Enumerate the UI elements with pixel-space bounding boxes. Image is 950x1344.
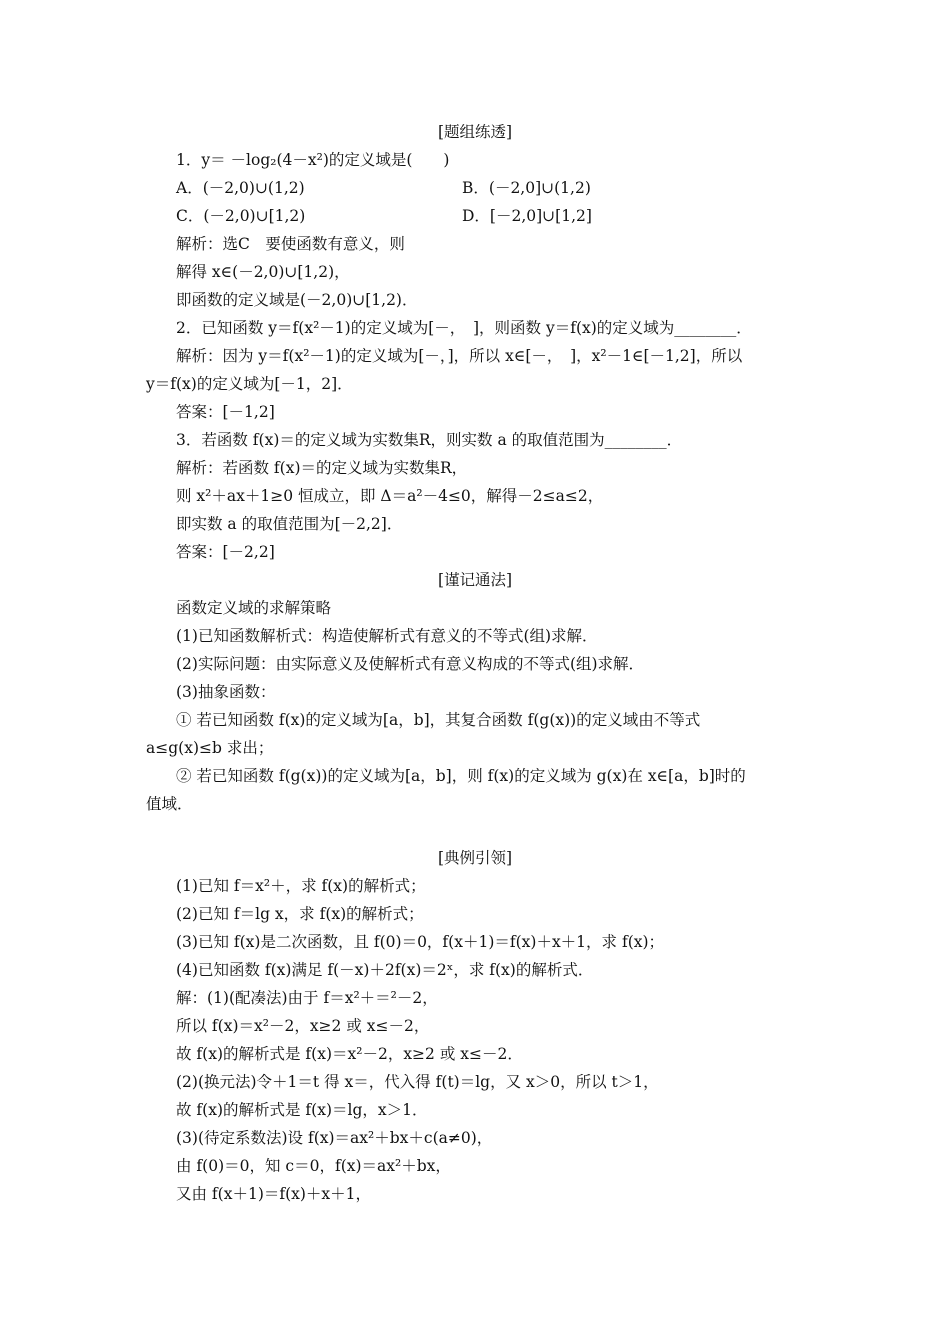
methods-sub-1-line1: ① 若已知函数 f(x)的定义域为[a，b]，其复合函数 f(g(x))的定义域由不等式 <box>176 711 701 729</box>
methods-sub-2-line2: 值域． <box>146 795 193 813</box>
section-heading-methods: [谨记通法] <box>437 571 513 589</box>
section-heading-examples: [典例引领] <box>437 849 513 867</box>
methods-item-2: (2)实际问题：由实际意义及使解析式有意义构成的不等式(组)求解． <box>176 655 645 673</box>
example-solution-line6: (3)(待定系数法)设 f(x)＝ax²＋bx＋c(a≠0)， <box>176 1129 493 1147</box>
q1-option-d: D．[－2,0]∪[1,2] <box>462 207 592 225</box>
methods-title: 函数定义域的求解策略 <box>176 599 332 617</box>
q3-stem: 3．若函数 f(x)＝的定义域为实数集R，则实数 a 的取值范围为________． <box>176 431 683 449</box>
example-solution-line1: 解：(1)(配凑法)由于 f＝x²＋＝²－2， <box>176 989 438 1007</box>
methods-sub-2-line1: ② 若已知函数 f(g(x))的定义域为[a，b]，则 f(x)的定义域为 g(x)在 x∈[a，b]时的 <box>176 767 746 785</box>
q2-answer: 答案：[－1,2] <box>176 403 275 421</box>
q1-solution-line1: 解析：选C 要使函数有意义，则 <box>176 235 405 253</box>
q3-answer: 答案：[－2,2] <box>176 543 275 561</box>
q2-solution-line1: 解析：因为 y＝f(x²－1)的定义域为[－，]，所以 x∈[－， ]，x²－1∈[－1,2]，所以 <box>176 347 743 365</box>
q1-option-b: B．(－2,0]∪(1,2) <box>462 179 591 197</box>
example-solution-line2: 所以 f(x)＝x²－2，x≥2 或 x≤－2， <box>176 1017 430 1035</box>
example-solution-line3: 故 f(x)的解析式是 f(x)＝x²－2，x≥2 或 x≤－2． <box>176 1045 523 1063</box>
example-solution-line7: 由 f(0)＝0，知 c＝0，f(x)＝ax²＋bx， <box>176 1157 451 1175</box>
example-problem-2: (2)已知 f＝lg x，求 f(x)的解析式； <box>176 905 424 923</box>
example-solution-line5: 故 f(x)的解析式是 f(x)＝lg，x＞1． <box>176 1101 428 1119</box>
example-solution-line8: 又由 f(x＋1)＝f(x)＋x＋1， <box>176 1185 372 1203</box>
q3-solution-line2: 则 x²＋ax＋1≥0 恒成立，即 Δ＝a²－4≤0，解得－2≤a≤2， <box>176 487 604 505</box>
q1-solution-line3: 即函数的定义域是(－2,0)∪[1,2)． <box>176 291 418 309</box>
example-problem-4: (4)已知函数 f(x)满足 f(－x)＋2f(x)＝2ˣ，求 f(x)的解析式． <box>176 961 594 979</box>
q2-stem: 2．已知函数 y＝f(x²－1)的定义域为[－， ]，则函数 y＝f(x)的定义域为________． <box>176 319 752 337</box>
q1-option-c: C．(－2,0)∪[1,2) <box>176 207 306 225</box>
methods-item-3: (3)抽象函数： <box>176 683 276 701</box>
methods-sub-1-line2: a≤g(x)≤b 求出； <box>146 739 274 757</box>
section-heading-practice: [题组练透] <box>437 123 513 141</box>
example-solution-line4: (2)(换元法)令＋1＝t 得 x＝，代入得 f(t)＝lg，又 x＞0，所以 t＞1， <box>176 1073 659 1091</box>
example-problem-3: (3)已知 f(x)是二次函数，且 f(0)＝0，f(x＋1)＝f(x)＋x＋1，求 f(x)； <box>176 933 665 951</box>
q1-option-a: A．(－2,0)∪(1,2) <box>176 179 305 197</box>
q1-stem: 1．y＝ －log₂(4－x²)的定义域是( ) <box>176 151 450 169</box>
q3-solution-line3: 即实数 a 的取值范围为[－2,2]． <box>176 515 403 533</box>
example-problem-1: (1)已知 f＝x²＋，求 f(x)的解析式； <box>176 877 426 895</box>
q1-solution-line2: 解得 x∈(－2,0)∪[1,2)， <box>176 263 350 281</box>
methods-item-1: (1)已知函数解析式：构造使解析式有意义的不等式(组)求解． <box>176 627 598 645</box>
q2-solution-line2: y＝f(x)的定义域为[－1，2]． <box>146 375 353 393</box>
q3-solution-line1: 解析：若函数 f(x)＝的定义域为实数集R， <box>176 459 468 477</box>
